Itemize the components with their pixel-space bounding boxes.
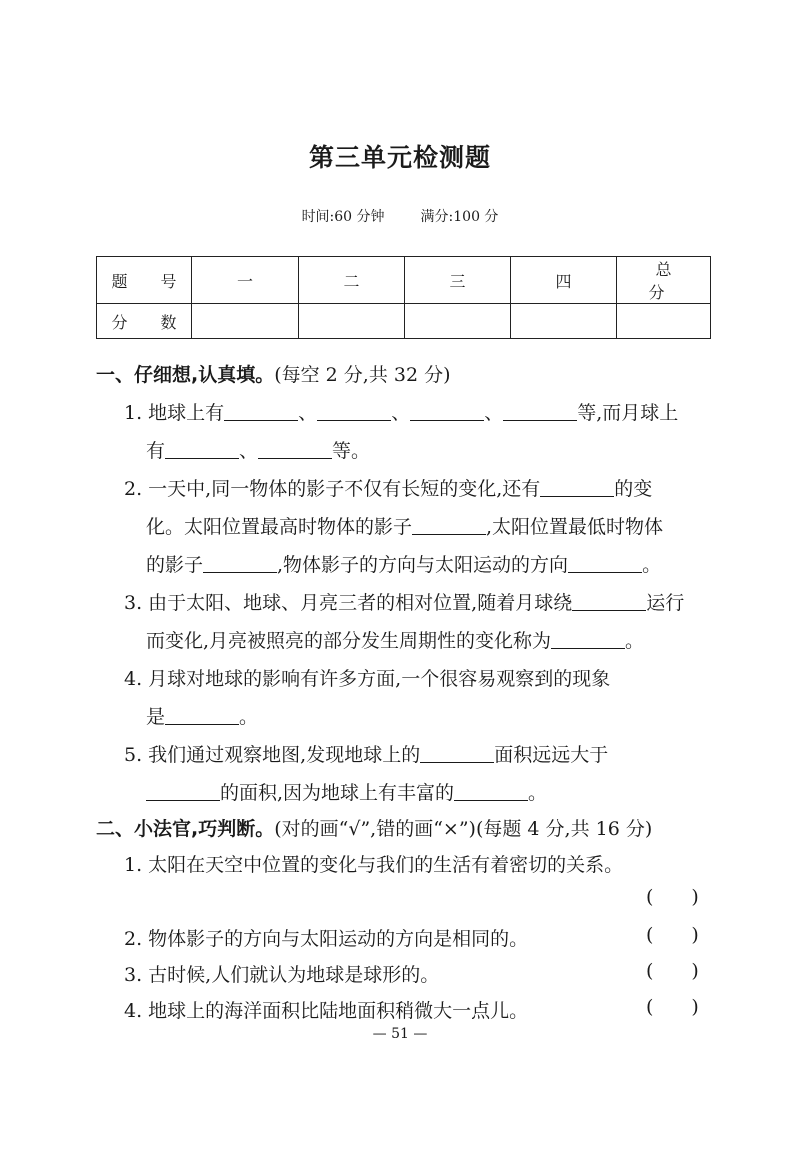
judge-item-4: 4. 地球上的海洋面积比陆地面积稍微大一点儿。 — [124, 1000, 529, 1022]
score-cell[interactable] — [405, 304, 511, 339]
answer-blank[interactable] — [572, 592, 646, 611]
time-limit: 时间:60 分钟 — [301, 209, 385, 225]
header-part-1: 一 — [192, 257, 299, 304]
score-label: 分 数 — [97, 304, 192, 339]
question-1-line-2: 有 、 等。 — [146, 440, 371, 462]
judge-item-3: 3. 古时候,人们就认为地球是球形的。 — [124, 964, 440, 986]
section-1-heading — [96, 360, 451, 387]
question-3-line-1: 3. 由于太阳、地球、月亮三者的相对位置,随着月球绕 运行 — [124, 592, 685, 614]
header-part-4: 四 — [511, 257, 617, 304]
judge-item-2: 2. 物体影子的方向与太阳运动的方向是相同的。 — [124, 928, 529, 950]
score-table-header-row — [97, 257, 711, 304]
header-part-3: 三 — [405, 257, 511, 304]
answer-blank[interactable] — [503, 402, 577, 421]
header-question-no: 题 号 — [97, 257, 192, 304]
score-table-score-row — [97, 304, 711, 339]
answer-blank[interactable] — [540, 478, 614, 497]
answer-blank[interactable] — [317, 402, 391, 421]
answer-blank[interactable] — [412, 516, 486, 535]
answer-blank[interactable] — [568, 554, 642, 573]
answer-blank[interactable] — [146, 782, 220, 801]
answer-blank[interactable] — [454, 782, 528, 801]
page-title: 第三单元检测题 — [308, 143, 491, 172]
judge-item-1: 1. 太阳在天空中位置的变化与我们的生活有着密切的关系。 — [124, 854, 624, 876]
answer-blank[interactable] — [551, 630, 625, 649]
header-total: 总 分 — [617, 257, 711, 304]
judge-answer-1[interactable]: ( ) — [646, 886, 699, 908]
page-number: — 51 — — [372, 1026, 428, 1042]
answer-blank[interactable] — [165, 440, 239, 459]
judge-answer-3[interactable]: ( ) — [646, 960, 699, 982]
judge-answer-2[interactable]: ( ) — [646, 924, 699, 946]
question-4-line-1: 4. 月球对地球的影响有许多方面,一个很容易观察到的现象 — [124, 668, 611, 690]
answer-blank[interactable] — [203, 554, 277, 573]
question-2-line-1: 2. 一天中,同一物体的影子不仅有长短的变化,还有 的变 — [124, 478, 653, 500]
question-4-line-2: 是 。 — [146, 706, 259, 728]
score-cell[interactable] — [617, 304, 711, 339]
section-1-title: 一、仔细想,认真填。 — [96, 364, 275, 386]
answer-blank[interactable] — [420, 744, 494, 763]
section-2-title: 二、小法官,巧判断。 — [96, 818, 275, 840]
answer-blank[interactable] — [224, 402, 298, 421]
question-2-line-2: 化。太阳位置最高时物体的影子 ,太阳位置最低时物体 — [146, 516, 664, 538]
question-5-line-1: 5. 我们通过观察地图,发现地球上的 面积远远大于 — [124, 744, 609, 766]
question-3-line-2: 而变化,月亮被照亮的部分发生周期性的变化称为 。 — [146, 630, 645, 652]
question-5-line-2: 的面积,因为地球上有丰富的 。 — [146, 778, 547, 805]
answer-blank[interactable] — [258, 440, 332, 459]
score-cell[interactable] — [299, 304, 405, 339]
question-2-line-3: 的影子 ,物体影子的方向与太阳运动的方向 。 — [146, 554, 662, 576]
answer-blank[interactable] — [410, 402, 484, 421]
judge-answer-4[interactable]: ( ) — [646, 996, 699, 1018]
score-table — [96, 256, 711, 339]
section-1-note: (每空 2 分,共 32 分) — [274, 364, 451, 386]
full-score: 满分:100 分 — [420, 209, 499, 225]
section-2-note: (对的画“√”,错的画“×”)(每题 4 分,共 16 分) — [274, 818, 653, 840]
question-1-line-1: 1. 地球上有 、 、 、 等,而月球上 — [124, 402, 679, 424]
exam-meta — [0, 206, 800, 226]
score-cell[interactable] — [511, 304, 617, 339]
header-part-2: 二 — [299, 257, 405, 304]
score-cell[interactable] — [192, 304, 299, 339]
answer-blank[interactable] — [165, 706, 239, 725]
section-2-heading — [96, 814, 652, 841]
